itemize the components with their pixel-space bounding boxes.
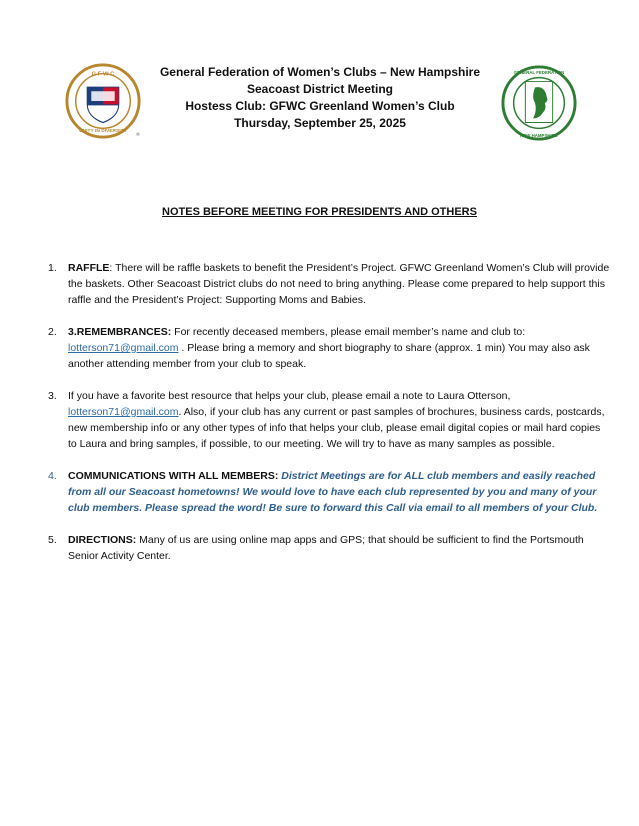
notes-list xyxy=(38,260,610,580)
header-line-3: Hostess Club: GFWC Greenland Women’s Club xyxy=(185,99,455,113)
item-number: 4. xyxy=(48,470,57,482)
nh-federation-logo xyxy=(500,64,578,142)
logo-federation-text: GENERAL FEDERATION xyxy=(513,69,565,75)
header-line-4: Thursday, September 25, 2025 xyxy=(234,116,406,130)
item-text: If you have a favorite best resource that helps your club, please email a note to Laura Otterson, xyxy=(68,390,511,402)
logo-motto: UNITY IN DIVERSITY xyxy=(79,129,127,135)
notes-title: NOTES BEFORE MEETING FOR PRESIDENTS AND OTHERS xyxy=(162,206,477,218)
list-item-raffle xyxy=(38,260,610,308)
item-lead: COMMUNICATIONS WITH ALL MEMBERS: xyxy=(68,470,279,482)
list-item-remembrances xyxy=(38,324,610,372)
item-text-after: . Also, if your club has any current or past samples of brochures, business cards, postcards, new membership info or any other types of info that helps your club, please email digital copies or mail hard copies to Laura and bring samples, if possible, to our meeting. We will try to have as many samples as possible. xyxy=(68,406,605,450)
registered-mark: ® xyxy=(136,133,140,139)
item-number: 1. xyxy=(48,262,57,274)
meeting-header xyxy=(150,64,490,132)
list-item-directions xyxy=(38,532,610,564)
gfwc-logo xyxy=(64,62,142,140)
item-lead: DIRECTIONS: xyxy=(68,534,137,546)
list-item-communications xyxy=(38,468,610,516)
item-text-after: . Please bring a memory and short biography to share (approx. 1 min) You may also ask another attending member from your club to speak. xyxy=(68,342,590,370)
item-text: : There will be raffle baskets to benefit the President’s Project. GFWC Greenland Women’s Club will provide the baskets. Other Seacoast District clubs do not need to bring anything. Please come prepared to help support this raffle and the President’s Project: Supporting Moms and Babies. xyxy=(68,262,610,306)
logo-state-text: NEW HAMPSHIRE xyxy=(520,133,558,139)
header-line-2: Seacoast District Meeting xyxy=(246,82,394,96)
logo-letters: G F W C xyxy=(91,71,115,78)
item-text: For recently deceased members, please email member’s name and club to: xyxy=(171,326,526,338)
item-text: Many of us are using online map apps and GPS; that should be sufficient to find the Portsmouth Senior Activity Center. xyxy=(68,534,584,562)
item-number: 5. xyxy=(48,534,57,546)
item-italic-text: District Meetings are for ALL club members and easily reached from all our Seacoast hometowns! We would love to have each club represented by you and many of your club members. Please spread the word! Be sure to forward this Call via email to all members of your Club. xyxy=(68,470,598,514)
item-lead: RAFFLE xyxy=(68,262,110,274)
list-item-resources xyxy=(38,388,610,452)
header-line-1: General Federation of Women’s Clubs – New Hampshire xyxy=(159,65,481,79)
email-link[interactable]: lotterson71@gmail.com xyxy=(68,342,179,354)
item-number: 2. xyxy=(48,326,57,338)
email-link[interactable]: lotterson71@gmail.com xyxy=(68,406,179,418)
item-lead: 3.REMEMBRANCES: xyxy=(68,326,172,338)
item-number: 3. xyxy=(48,390,57,402)
